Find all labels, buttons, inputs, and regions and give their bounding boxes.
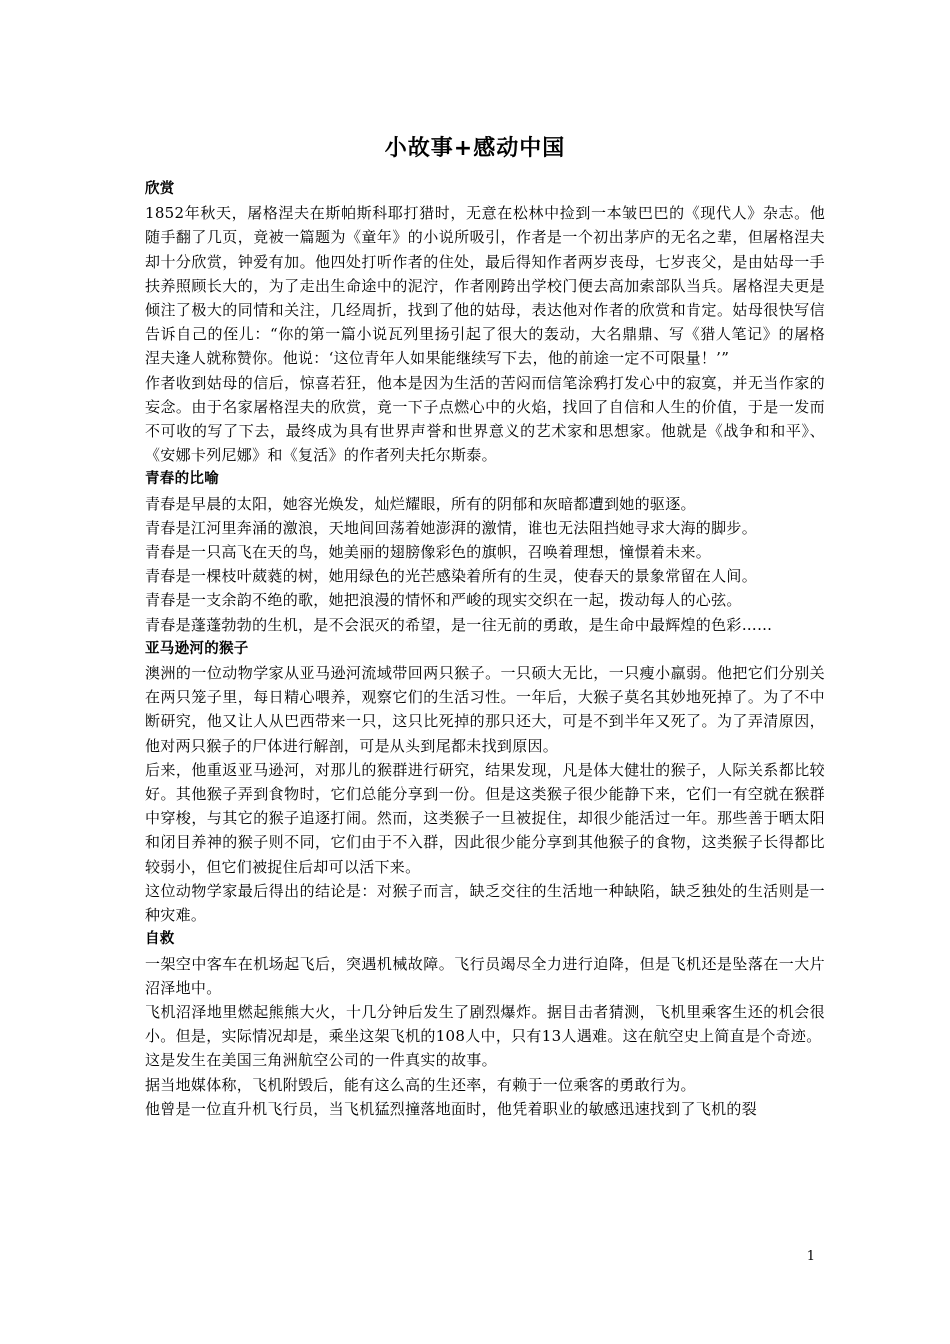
section-heading-youth-metaphor: 青春的比喻 <box>145 471 219 488</box>
paragraph: 澳洲的一位动物学家从亚马逊河流域带回两只猴子。一只硕大无比，一只瘦小羸弱。他把它们分别关在两只笼子里，每日精心喂养，观察它们的生活习性。一年后，大猴子莫名其妙地死掉了。为了不中断研究，他又让人从巴西带来一只，这只比死掉的那只还大，可是不到半年又死了。为了弄清原因，他对两只猴子的尸体进行解剖，可是从头到尾都未找到原因。 <box>145 664 825 755</box>
document-body <box>145 177 825 1121</box>
section-heading-amazon-monkeys: 亚马逊河的猴子 <box>145 640 249 657</box>
section-heading-self-rescue: 自救 <box>145 931 175 948</box>
paragraph: 青春是早晨的太阳，她容光焕发，灿烂耀眼，所有的阴郁和灰暗都遭到她的驱逐。 <box>145 494 696 513</box>
paragraph: 他曾是一位直升机飞行员，当飞机猛烈撞落地面时，他凭着职业的敏感迅速找到了飞机的裂 <box>145 1099 758 1118</box>
paragraph: 作者收到姑母的信后，惊喜若狂，他本是因为生活的苦闷而信笔涂鸦打发心中的寂寞，并无当作家的妄念。由于名家屠格涅夫的欣赏，竟一下子点燃心中的火焰，找回了自信和人生的价值，于是一发而不可收的写了下去，最终成为具有世界声誉和世界意义的艺术家和思想家。他就是《战争和和平》、《安娜卡列尼娜》和《复活》的作者列夫托尔斯泰。 <box>145 373 825 465</box>
paragraph: 青春是一棵枝叶葳蕤的树，她用绿色的光芒感染着所有的生灵，使春天的景象常留在人间。 <box>145 567 758 586</box>
paragraph: 青春是蓬蓬勃勃的生机，是不会泯灭的希望，是一往无前的勇敢，是生命中最辉煌的色彩…… <box>145 615 773 634</box>
paragraph: 青春是一只高飞在天的鸟，她美丽的翅膀像彩色的旗帜，召唤着理想，憧憬着未来。 <box>145 543 712 562</box>
paragraph: 这位动物学家最后得出的结论是：对猴子而言，缺乏交往的生活地一种缺陷，缺乏独处的生活则是一种灾难。 <box>145 881 825 925</box>
page-number: 1 <box>806 1249 815 1264</box>
document-title: 小故事+感动中国 <box>384 136 566 161</box>
section-heading-appreciation: 欣赏 <box>145 181 175 197</box>
paragraph: 据当地媒体称，飞机附毁后，能有这么高的生还率，有赖于一位乘客的勇敢行为。 <box>145 1075 696 1094</box>
paragraph: 飞机沼泽地里燃起熊熊大火，十几分钟后发生了剧烈爆炸。据目击者猜测，飞机里乘客生还的机会很小。但是，实际情况却是，乘坐这架飞机的108人中，只有13人遇难。这在航空史上简直是个奇迹。 <box>145 1002 825 1046</box>
paragraph: 青春是江河里奔涌的激浪，天地间回荡着她澎湃的激情，谁也无法阻挡她寻求大海的脚步。 <box>145 518 758 537</box>
paragraph: 这是发生在美国三角洲航空公司的一件真实的故事。 <box>145 1051 497 1070</box>
paragraph: 后来，他重返亚马逊河，对那儿的猴群进行研究，结果发现，凡是体大健壮的猴子，人际关系都比较好。其他猴子弄到食物时，它们总能分享到一份。但是这类猴子很少能静下来，它们一有空就在猴群中穿梭，与其它的猴子追逐打闹。然而，这类猴子一旦被捉住，却很少能活过一年。那些善于晒太阳和闭目养神的猴子则不同，它们由于不入群，因此很少能分享到其他猴子的食物，这类猴子长得都比较弱小，但它们被捉住后却可以活下来。 <box>145 760 825 876</box>
paragraph: 青春是一支余韵不绝的歌，她把浪漫的情怀和严峻的现实交织在一起，拨动每人的心弦。 <box>145 591 742 610</box>
paragraph: 1852年秋天，屠格涅夫在斯帕斯科耶打猎时，无意在松林中捡到一本皱巴巴的《现代人》杂志。他随手翻了几页，竟被一篇题为《童年》的小说所吸引，作者是一个初出茅庐的无名之辈，但屠格涅夫却十分欣赏，钟爱有加。他四处打听作者的住处，最后得知作者两岁丧母，七岁丧父，是由姑母一手扶养照顾长大的，为了走出生命途中的泥泞，作者刚跨出学校门便去高加索部队当兵。屠格涅夫更是倾注了极大的同情和关注，几经周折，找到了他的姑母，表达他对作者的欣赏和肯定。姑母很快写信告诉自己的侄儿：“你的第一篇小说瓦列里扬引起了很大的轰动，大名鼎鼎、写《猎人笔记》的屠格涅夫逢人就称赞你。他说：‘这位青年人如果能继续写下去，他的前途一定不可限量！’” <box>145 204 825 368</box>
paragraph: 一架空中客车在机场起飞后，突遇机械故障。飞行员竭尽全力进行迫降，但是飞机还是坠落在一大片沼泽地中。 <box>145 954 825 997</box>
